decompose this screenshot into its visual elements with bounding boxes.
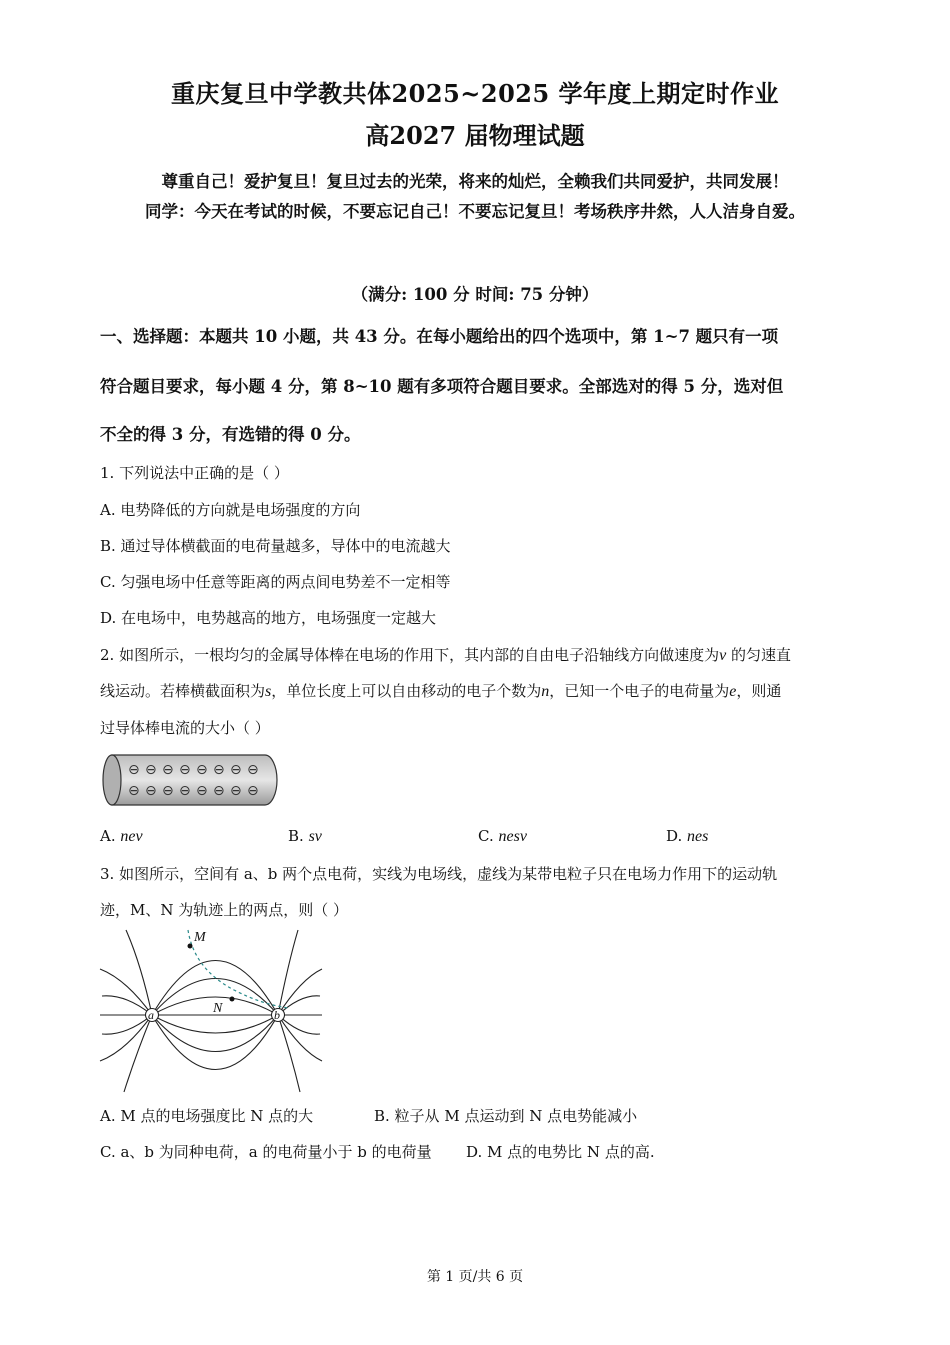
q1-stem: 1. 下列说法中正确的是（ ） <box>100 464 289 482</box>
exam-subtitle: 高2027 届物理试题 <box>365 121 585 150</box>
q2-option-d: D. nes <box>666 827 709 845</box>
point-n <box>230 997 235 1002</box>
var-v: v <box>719 647 727 664</box>
section1-line3: 不全的得 3 分，有选错的得 0 分。 <box>100 425 361 444</box>
electron-icon: ⊖ <box>247 762 259 778</box>
electron-icon: ⊖ <box>196 762 208 778</box>
electron-icon: ⊖ <box>128 762 140 778</box>
score-time: （满分: 100 分 时间: 75 分钟） <box>351 285 599 304</box>
q3-option-d: D. M 点的电势比 N 点的高. <box>466 1143 655 1161</box>
q1-option-c: C. 匀强电场中任意等距离的两点间电势差不一定相等 <box>100 573 451 591</box>
q2-option-c: C. nesv <box>478 827 527 845</box>
q3-option-c: C. a、b 为同种电荷，a 的电荷量小于 b 的电荷量 <box>100 1143 432 1161</box>
electron-icon: ⊖ <box>162 783 174 799</box>
electron-icon: ⊖ <box>179 783 191 799</box>
exam-title: 重庆复旦中学教共体2025~2025 学年度上期定时作业 <box>170 79 780 108</box>
q2-stem-line3: 过导体棒电流的大小（ ） <box>100 719 270 737</box>
section1-line1: 一、选择题：本题共 10 小题，共 43 分。在每小题给出的四个选项中，第 1~7 题只有一项 <box>100 327 779 346</box>
label-b: b <box>274 1008 280 1022</box>
q2-stem-line2: 线运动。若棒横截面积为s，单位长度上可以自由移动的电子个数为n，已知一个电子的电荷量为e，则通 <box>100 682 782 700</box>
q1-option-b: B. 通过导体横截面的电荷量越多，导体中的电流越大 <box>100 537 451 555</box>
rod-end-face <box>103 755 121 805</box>
q3-stem-line1: 3. 如图所示，空间有 a、b 两个点电荷，实线为电场线，虚线为某带电粒子只在电场力作用下的运动轨 <box>100 865 778 883</box>
motto-line-2: 同学：今天在考试的时候，不要忘记自己！不要忘记复旦！考场秩序井然，人人洁身自爱。 <box>145 202 805 221</box>
q1-option-d: D. 在电场中，电势越高的地方，电场强度一定越大 <box>100 609 437 627</box>
q3-field-figure <box>96 924 326 1096</box>
q3-option-a: A. M 点的电场强度比 N 点的大 <box>100 1107 314 1125</box>
electron-icon: ⊖ <box>145 783 157 799</box>
electron-icon: ⊖ <box>145 762 157 778</box>
page-number: 第 1 页/共 6 页 <box>426 1269 524 1285</box>
label-a: a <box>148 1008 154 1022</box>
q3-stem-line2: 迹，M、N 为轨迹上的两点，则（ ） <box>100 901 349 919</box>
q2-rod-figure <box>100 752 282 810</box>
q3-option-b: B. 粒子从 M 点运动到 N 点电势能减小 <box>374 1107 638 1125</box>
motto-line-1: 尊重自己！爱护复旦！复旦过去的光荣，将来的灿烂，全赖我们共同爱护，共同发展！ <box>161 172 789 191</box>
electron-icon: ⊖ <box>247 783 259 799</box>
electron-icon: ⊖ <box>128 783 140 799</box>
point-m <box>188 944 193 949</box>
q2-option-a: A. nev <box>100 827 143 845</box>
label-m: M <box>194 930 206 945</box>
electron-icon: ⊖ <box>213 783 225 799</box>
q1-option-a: A. 电势降低的方向就是电场强度的方向 <box>100 501 361 519</box>
electron-icon: ⊖ <box>230 783 242 799</box>
electron-icon: ⊖ <box>196 783 208 799</box>
electron-icon: ⊖ <box>179 762 191 778</box>
section1-line2: 符合题目要求，每小题 4 分，第 8~10 题有多项符合题目要求。全部选对的得 5 分，选对但 <box>100 377 784 396</box>
q2-option-b: B. sv <box>288 827 322 845</box>
q2-stem-line1: 2. 如图所示，一根均匀的金属导体棒在电场的作用下，其内部的自由电子沿轴线方向做速度为v 的匀速直 <box>100 646 791 664</box>
electron-icon: ⊖ <box>230 762 242 778</box>
label-n: N <box>213 1001 223 1016</box>
electron-icon: ⊖ <box>213 762 225 778</box>
electron-icon: ⊖ <box>162 762 174 778</box>
